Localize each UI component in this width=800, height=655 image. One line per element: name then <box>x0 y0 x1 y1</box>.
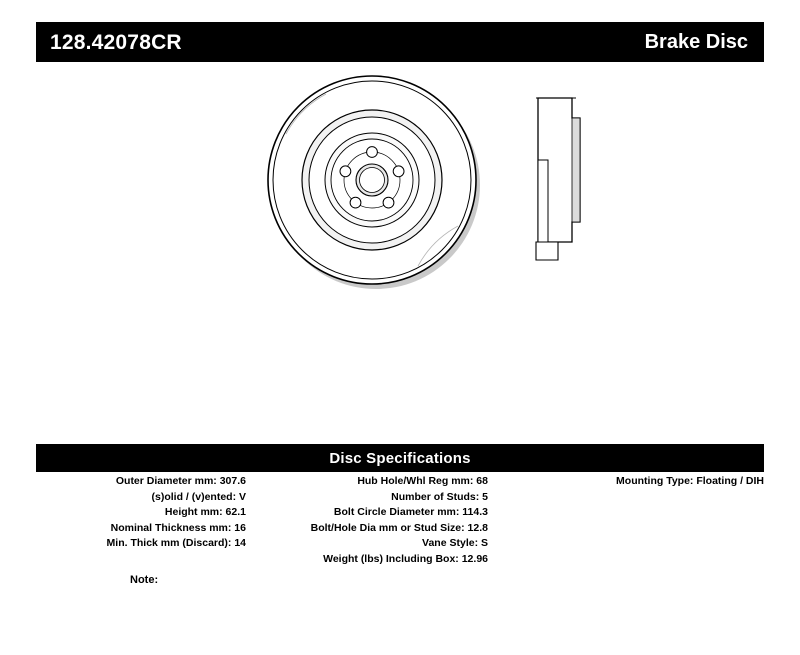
spec-item: Bolt Circle Diameter mm: 114.3 <box>333 506 488 518</box>
rotor-drawing <box>36 70 764 390</box>
spec-item: Outer Diameter mm: 307.6 <box>115 475 246 487</box>
specs-column-middle <box>258 474 488 567</box>
specs-column-left <box>36 474 246 552</box>
header-bar <box>36 22 764 62</box>
rotor-side-section-view <box>536 98 580 260</box>
spec-item: Min. Thick mm (Discard): 14 <box>106 537 246 549</box>
note-label: Note: <box>130 574 159 586</box>
spec-item: Vane Style: S <box>422 537 488 549</box>
rotor-front-view <box>268 76 480 289</box>
spec-item: Bolt/Hole Dia mm or Stud Size: 12.8 <box>310 521 488 534</box>
specs-title: Disc Specifications <box>36 444 764 472</box>
part-number: 128.42078CR <box>50 30 182 54</box>
specs-body <box>36 474 764 594</box>
specs-column-right <box>506 474 764 490</box>
note-row <box>130 574 171 586</box>
spec-item: (s)olid / (v)ented: V <box>151 490 246 503</box>
spec-item: Height mm: 62.1 <box>164 506 246 518</box>
spec-item: Hub Hole/Whl Reg mm: 68 <box>357 475 488 487</box>
spec-item: Mounting Type: Floating / DIH <box>616 475 764 487</box>
product-type-label: Brake Disc <box>644 31 748 53</box>
spec-item: Nominal Thickness mm: 16 <box>110 521 246 534</box>
spec-item: Number of Studs: 5 <box>391 490 488 503</box>
spec-item: Weight (lbs) Including Box: 12.96 <box>323 552 488 565</box>
